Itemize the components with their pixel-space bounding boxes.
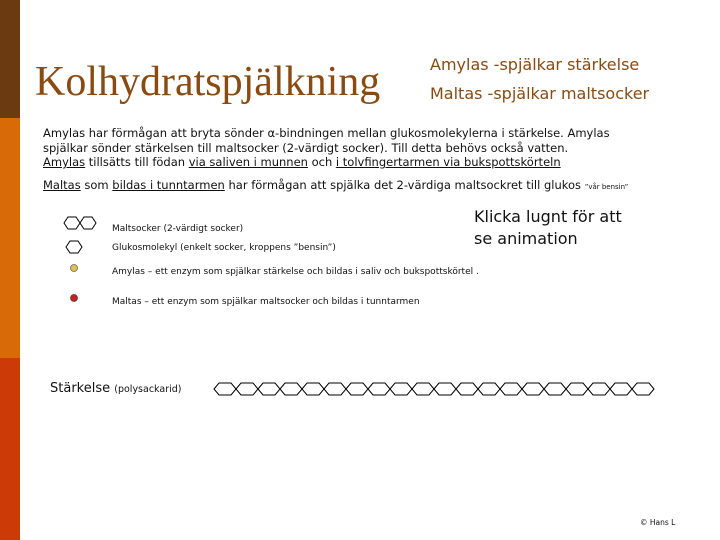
subtitle-maltase: Maltas -spjälkar maltsocker [430, 84, 650, 103]
maltase-term: Maltas [43, 178, 81, 192]
starch-glucose-unit [632, 383, 654, 395]
intro-line-2: spjälkar sönder stärkelsen till maltsocker (2-värdigt socker). Till detta behövs också vatten. [43, 140, 569, 155]
starch-glucose-unit [368, 383, 390, 395]
intro-line-3 [43, 155, 610, 170]
starch-glucose-unit [544, 383, 566, 395]
starch-glucose-unit [390, 383, 412, 395]
starch-glucose-unit [324, 383, 346, 395]
starch-glucose-unit [588, 383, 610, 395]
legend-maltose: Maltsocker (2-värdigt socker) [112, 224, 244, 234]
intro-text: och [307, 155, 336, 169]
legend-amylase: Amylas – ett enzym som spjälkar stärkelse och bildas i saliv och bukspottskörtel . [112, 267, 479, 277]
legend-maltase: Maltas – ett enzym som spjälkar maltsocker och bildas i tunntarmen [112, 297, 420, 307]
starch-glucose-unit [412, 383, 434, 395]
starch-glucose-unit [522, 383, 544, 395]
saliva-term: via saliven i munnen [188, 155, 308, 169]
subtitle-amylase: Amylas -spjälkar stärkelse [430, 55, 640, 74]
maltase-text: som [80, 178, 113, 192]
duodenum-term: i tolvfingertarmen via bukspottskörteln [335, 155, 561, 169]
sidebar-block-top [0, 0, 20, 118]
starch-chain [213, 381, 663, 397]
starch-sublabel: (polysackarid) [114, 384, 182, 395]
sidebar-stripe [0, 0, 20, 540]
maltase-dot-icon [69, 293, 79, 303]
starch-glucose-unit [434, 383, 456, 395]
page-title: Kolhydratspjälkning [35, 59, 381, 105]
fuel-note: ”vår bensin” [584, 183, 629, 191]
starch-glucose-unit [478, 383, 500, 395]
sidebar-block-bottom [0, 358, 20, 540]
intro-text: tillsätts till födan [85, 155, 189, 169]
maltose-icon [61, 216, 101, 230]
maltase-text: har förmågan att spjälka det 2-värdiga maltsockret till glukos [224, 178, 585, 192]
glucose-icon [65, 240, 89, 254]
animation-hint-line-2: se animation [474, 229, 578, 248]
copyright: © Hans L [640, 518, 676, 527]
starch-glucose-unit [346, 383, 368, 395]
starch-glucose-unit [610, 383, 632, 395]
intro-paragraph [43, 126, 610, 170]
starch-glucose-unit [566, 383, 588, 395]
starch-glucose-unit [456, 383, 478, 395]
legend-glucose: Glukosmolekyl (enkelt socker, kroppens ”bensin”) [112, 243, 336, 253]
amylase-dot-icon [69, 263, 79, 273]
starch-glucose-unit [214, 383, 236, 395]
amylase-term: Amylas [43, 155, 86, 169]
starch-glucose-unit [280, 383, 302, 395]
small-intestine-term: bildas i tunntarmen [112, 178, 225, 192]
intro-line-1: Amylas har förmågan att bryta sönder α-bindningen mellan glukosmolekylerna i stärkelse. Amylas [43, 126, 610, 140]
starch-title: Stärkelse [50, 381, 111, 396]
animation-hint-line-1: Klicka lugnt för att [474, 207, 622, 226]
sidebar-block-middle [0, 118, 20, 358]
animation-hint[interactable] [474, 206, 622, 250]
starch-glucose-unit [500, 383, 522, 395]
starch-glucose-unit [258, 383, 280, 395]
starch-glucose-unit [236, 383, 258, 395]
starch-glucose-unit [302, 383, 324, 395]
maltase-paragraph [43, 178, 628, 195]
starch-label [50, 381, 182, 396]
